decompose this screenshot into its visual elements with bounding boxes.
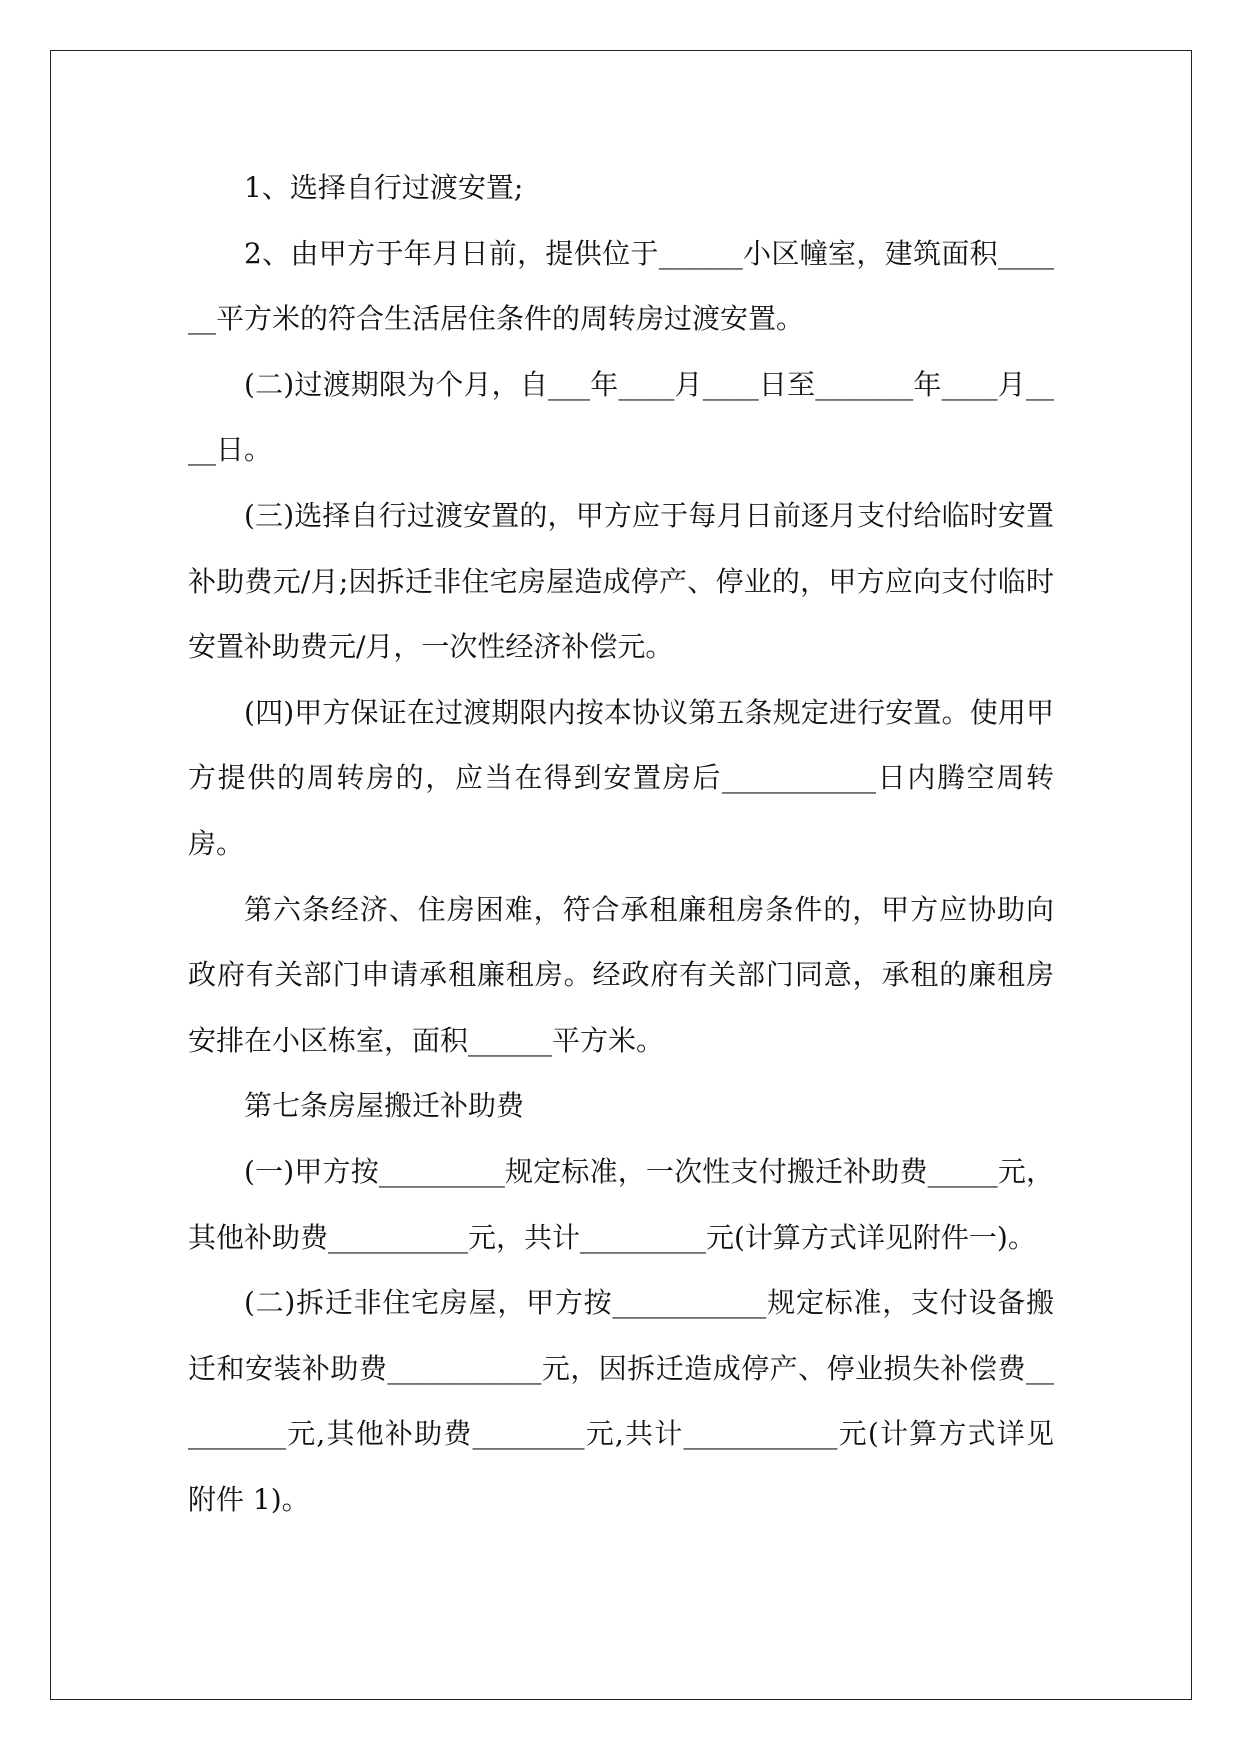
paragraph-placement-guarantee: (四)甲方保证在过渡期限内按本协议第五条规定进行安置。使用甲方提供的周转房的，应当在得到安置房后___________日内腾空周转房。	[188, 695, 1054, 860]
document-body	[188, 155, 1054, 1532]
paragraph-option-1: 1、选择自行过渡安置;	[244, 171, 524, 204]
paragraph-option-2: 2、由甲方于年月日前，提供位于______小区幢室，建筑面积______平方米的符合生活居住条件的周转房过渡安置。	[188, 236, 1054, 336]
paragraph-relocation-subsidy: (一)甲方按_________规定标准，一次性支付搬迁补助费_____元，其他补助费__________元，共计_________元(计算方式详见附件一)。	[188, 1154, 1054, 1254]
paragraph-temporary-subsidy: (三)选择自行过渡安置的，甲方应于每月日前逐月支付给临时安置补助费元/月;因拆迁非住宅房屋造成停产、停业的，甲方应向支付临时安置补助费元/月，一次性经济补偿元。	[188, 498, 1054, 664]
paragraph-article-7-heading: 第七条房屋搬迁补助费	[244, 1089, 525, 1123]
paragraph-article-6: 第六条经济、住房困难，符合承租廉租房条件的，甲方应协助向政府有关部门申请承租廉租房。经政府有关部门同意，承租的廉租房安排在小区栋室，面积______平方米。	[188, 892, 1054, 1057]
paragraph-non-residential-compensation: (二)拆迁非住宅房屋，甲方按___________规定标准，支付设备搬迁和安装补助费___________元，因拆迁造成停产、停业损失补偿费_________元,其他补助费________元,共计___________元(计算方式详见附件 1)。	[188, 1286, 1054, 1516]
paragraph-transition-period: (二)过渡期限为个月，自___年____月____日至_______年____月____日。	[188, 367, 1054, 467]
